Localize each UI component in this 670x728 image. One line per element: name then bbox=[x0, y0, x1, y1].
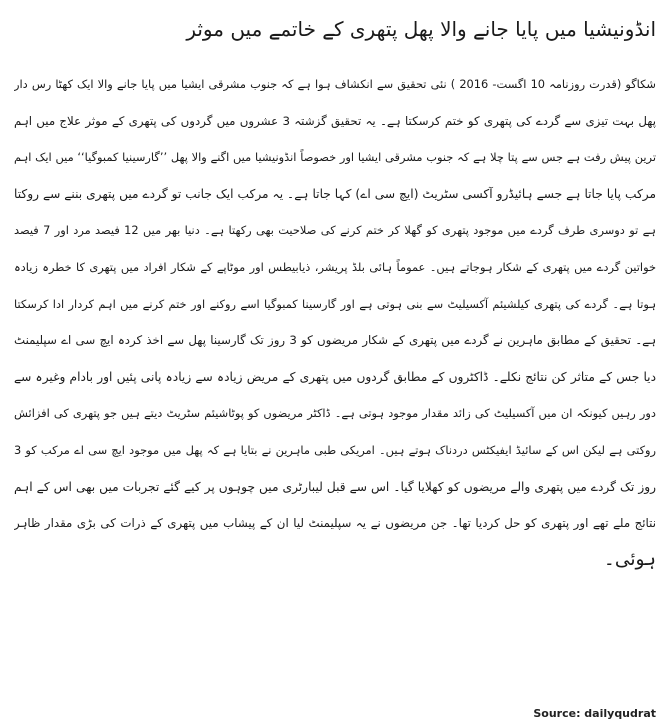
article-line: خواتین گردے میں پتھری کے شکار ہوجاتے ہیں۔ عموماً ہائی بلڈ پریشر، ذیابیطس اور موٹاپے کے شکار افراد میں پتھری کا خطرہ زیادہ bbox=[14, 259, 656, 274]
article-line: دیا جس کے متاثر کن نتائج نکلے۔ ڈاکٹروں کے مطابق گردوں میں پتھری کے مریض زیادہ سے زیادہ پانی پئیں اور بادام وغیرہ سے bbox=[14, 369, 656, 384]
source-credit: Source: dailyqudrat bbox=[533, 707, 656, 720]
article-line: مرکب پایا جاتا ہے جسے ہائیڈرو آکسی سٹریٹ (ایچ سی اے) کہا جاتا ہے۔ یہ مرکب ایک جانب تو گردے میں پتھری بننے سے روکتا bbox=[14, 186, 656, 201]
article-line: ترین پیش رفت ہے جس سے پتا چلا ہے کہ جنوب مشرقی ایشیا اور خصوصاً انڈونیشیا میں اگنے والا پھل ’’گارسینیا کمبوگیا‘‘ میں ایک اہم bbox=[14, 150, 656, 165]
article-line: نتائج ملے تھے اور پتھری کو حل کردیا تھا۔ جن مریضوں نے یہ سپلیمنٹ لیا ان کے پیشاب میں پتھری کے ذرات کی بڑی مقدار ظاہر bbox=[14, 516, 656, 531]
article-line: ہے۔ تحقیق کے مطابق ماہرین نے گردے میں پتھری کے شکار مریضوں کو 3 روز تک گارسینا پھل سے اخذ کردہ ایچ سی اے سپلیمنٹ bbox=[14, 333, 656, 348]
article-line: ہوتا ہے۔ گردے کی پتھری کیلشیئم آکسیلیٹ سے بنی ہوتی ہے اور گارسینا کمبوگیا اسے روکنے اور ختم کرنے میں اہم کردار ادا کرسکتا bbox=[14, 296, 656, 311]
article-headline: انڈونیشیا میں پایا جانے والا پھل پتھری کے خاتمے میں موثر bbox=[186, 17, 656, 41]
article-body bbox=[14, 66, 656, 578]
article-line: روکتی ہے لیکن اس کے سائیڈ ایفیکٹس دردناک ہوتے ہیں۔ امریکی طبی ماہرین نے بتایا ہے کہ پھل میں موجود ایچ سی اے مرکب کو 3 bbox=[14, 442, 656, 457]
article-line: ہے تو دوسری طرف گردے میں موجود پتھری کو گھلا کر ختم کرنے کی صلاحیت بھی رکھتا ہے۔ دنیا بھر میں 12 فیصد مرد اور 7 فیصد bbox=[14, 223, 656, 238]
article-line: دور رہیں کیونکہ ان میں آکسیلیٹ کی زائد مقدار موجود ہوتی ہے۔ ڈاکٹر مریضوں کو پوٹاشیئم سٹریٹ دیتے ہیں جو پتھری کی افزائش bbox=[14, 406, 656, 421]
article-line: پھل بہت تیزی سے گردے کی پتھری کو ختم کرسکتا ہے۔ یہ تحقیق گزشتہ 3 عشروں میں گردوں کی پتھری کے موثر علاج میں اہم bbox=[14, 113, 656, 128]
article-line: شکاگو (قدرت روزنامہ 10 اگست- 2016 ) نئی تحقیق سے انکشاف ہوا ہے کہ جنوب مشرقی ایشیا میں پایا جانے والا ایک کھٹا رس دار bbox=[14, 77, 656, 91]
article-line-final: ہوئی۔ bbox=[603, 548, 656, 570]
article-line: روز تک گردے میں پتھری والے مریضوں کو کھلایا گیا۔ اس سے قبل لیبارٹری میں چوہوں پر کیے گئے تجربات میں بھی اس کے اہم bbox=[14, 479, 656, 494]
